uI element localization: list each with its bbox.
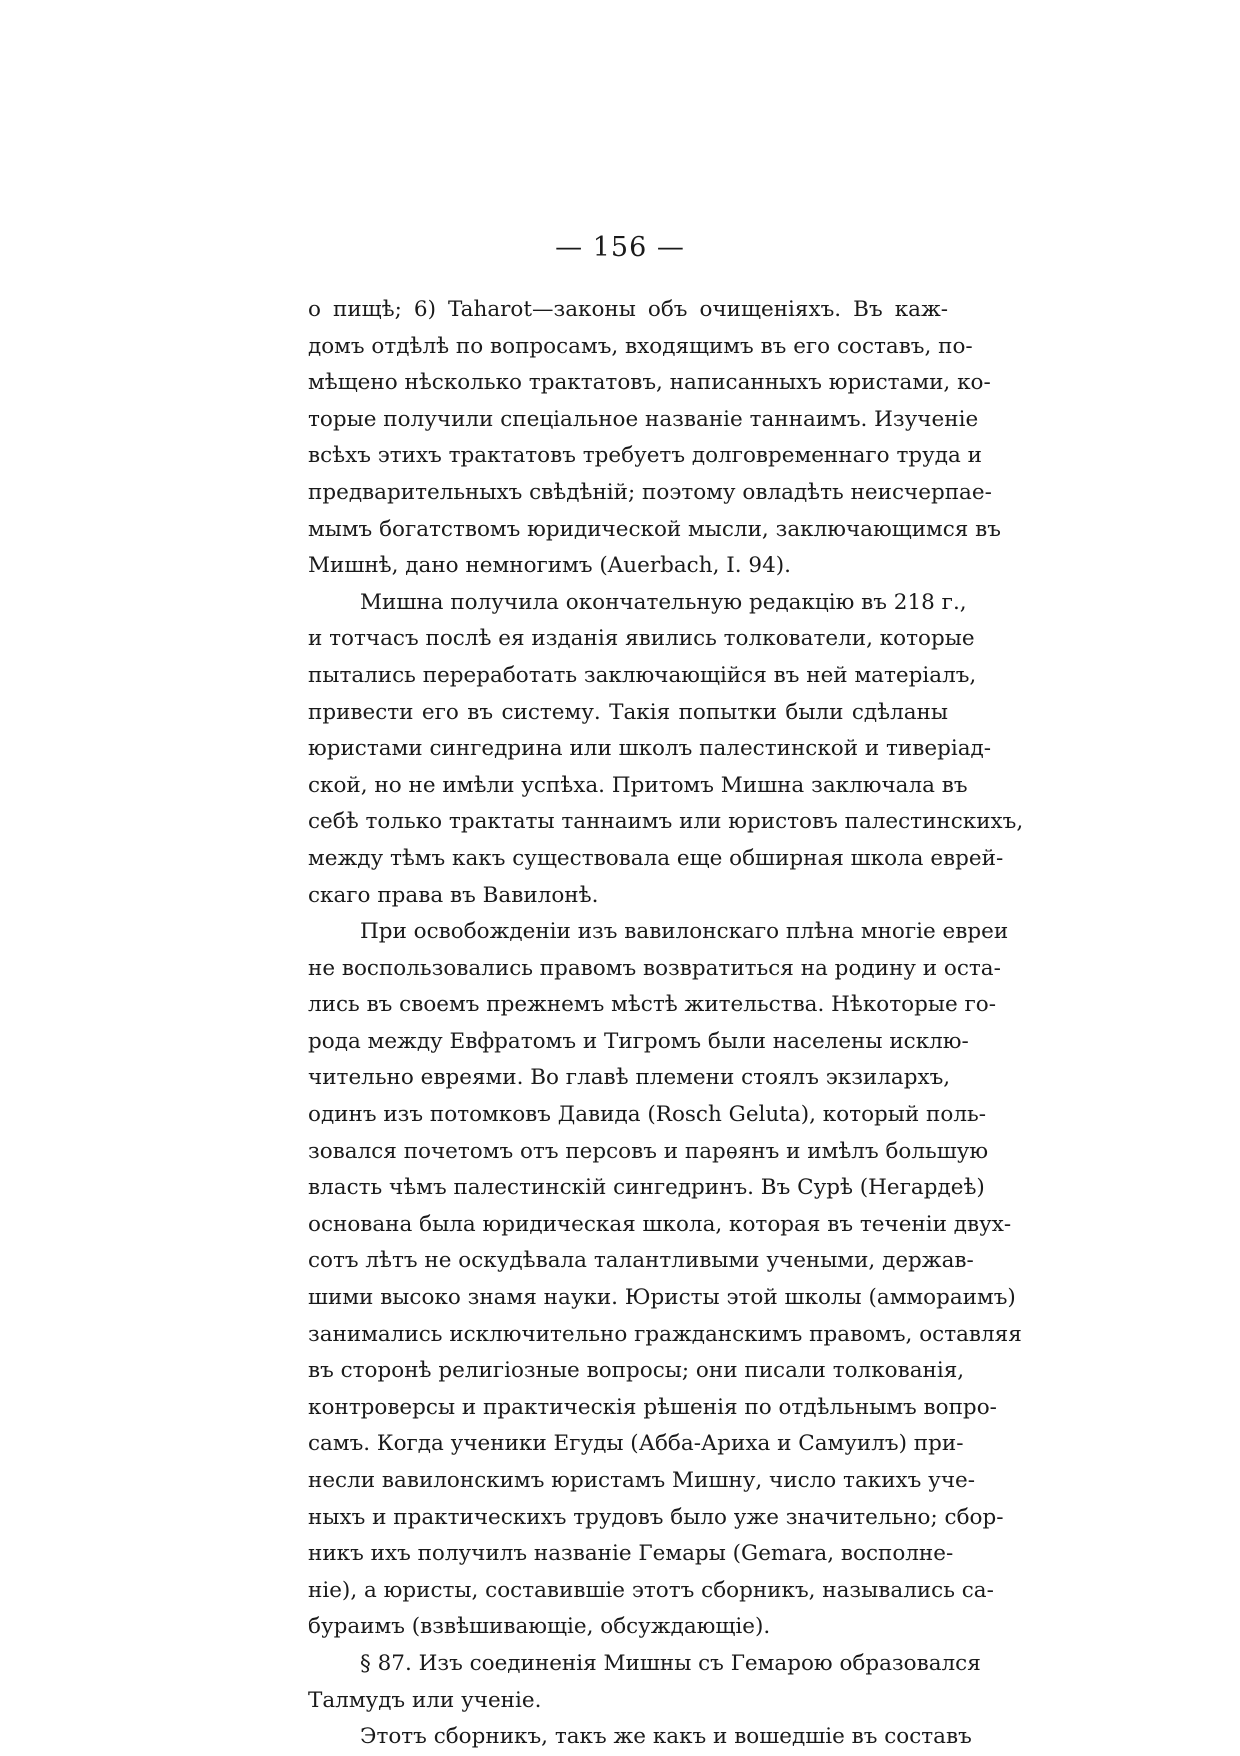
text-line: чительно евреями. Во главѣ племени стоялъ экзилархъ, bbox=[308, 1065, 951, 1091]
text-line: Этотъ сборникъ, такъ же какъ и вошедшіе въ составъ bbox=[360, 1724, 972, 1750]
text-line: въ сторонѣ религіозные вопросы; они писали толкованія, bbox=[308, 1358, 965, 1384]
text-line: скаго права въ Вавилонѣ. bbox=[308, 882, 599, 908]
text-line: При освобожденіи изъ вавилонскаго плѣна многіе евреи bbox=[360, 919, 1009, 945]
text-line: мымъ богатствомъ юридической мысли, заключающимся въ bbox=[308, 516, 1001, 542]
text-line: несли вавилонскимъ юристамъ Мишну, число такихъ уче- bbox=[308, 1468, 976, 1493]
text-line: предварительныхъ свѣдѣній; поэтому овладѣть неисчерпае- bbox=[308, 479, 992, 505]
text-line: юристами сингедрина или школъ палестинской и тиверіад- bbox=[308, 736, 992, 762]
text-line: Мишна получила окончательную редакцію въ 218 г., bbox=[360, 589, 967, 615]
text-line: одинъ изъ потомковъ Давида (Rosch Geluta), который поль- bbox=[308, 1102, 986, 1128]
text-line: занимались исключительно гражданскимъ правомъ, оставляя bbox=[308, 1321, 1022, 1347]
text-line: домъ отдѣлѣ по вопросамъ, входящимъ въ его составъ, по- bbox=[308, 333, 973, 359]
text-line: всѣхъ этихъ трактатовъ требуетъ долговременнаго труда и bbox=[308, 443, 982, 469]
text-line: рода между Евфратомъ и Тигромъ были населены исклю- bbox=[308, 1028, 969, 1054]
text-line: ныхъ и практическихъ трудовъ было уже значительно; сбор- bbox=[308, 1504, 1004, 1530]
text-line: не воспользовались правомъ возвратиться на родину и оста- bbox=[308, 955, 1001, 981]
text-line: ніе), а юристы, составившіе этотъ сборникъ, назывались са- bbox=[308, 1577, 994, 1603]
text-line: ской, но не имѣли успѣха. Притомъ Мишна заключала въ bbox=[308, 772, 968, 798]
text-line: самъ. Когда ученики Егуды (Абба-Ариха и Самуилъ) при- bbox=[308, 1431, 964, 1457]
text-line: контроверсы и практическія рѣшенія по отдѣльнымъ вопро- bbox=[308, 1394, 997, 1420]
text-line: лись въ своемъ прежнемъ мѣстѣ жительства. Нѣкоторые го- bbox=[308, 992, 996, 1018]
text-line: § 87. Изъ соединенія Мишны съ Гемарою образовался bbox=[360, 1650, 981, 1676]
text-line: шими высоко знамя науки. Юристы этой школы (аммораимъ) bbox=[308, 1285, 1016, 1311]
text-line: пытались переработать заключающійся въ ней матеріалъ, bbox=[308, 662, 977, 688]
text-line: сотъ лѣтъ не оскудѣвала талантливыми учеными, держав- bbox=[308, 1248, 974, 1274]
text-line: мѣщено нѣсколько трактатовъ, написанныхъ юристами, ко- bbox=[308, 370, 991, 396]
text-line: Мишнѣ, дано немногимъ (Auerbach, I. 94). bbox=[308, 553, 791, 579]
text-line: торые получили спеціальное названіе таннаимъ. Изученіе bbox=[308, 406, 979, 432]
text-line: себѣ только трактаты таннаимъ или юристовъ палестинскихъ, bbox=[308, 809, 1024, 835]
text-line: привести его въ систему. Такія попытки были сдѣланы bbox=[308, 699, 948, 725]
text-line: основана была юридическая школа, которая въ теченіи двух- bbox=[308, 1211, 1012, 1237]
text-line: власть чѣмъ палестинскій сингедринъ. Въ Сурѣ (Негардеѣ) bbox=[308, 1175, 985, 1201]
text-line: между тѣмъ какъ существовала еще обширная школа еврей- bbox=[308, 845, 1004, 871]
page-number: — 156 — bbox=[555, 232, 685, 263]
body-text bbox=[308, 292, 1024, 1756]
text-line: бураимъ (взвѣшивающіе, обсуждающіе). bbox=[308, 1614, 771, 1640]
text-line: зовался почетомъ отъ персовъ и парѳянъ и имѣлъ большую bbox=[308, 1138, 989, 1164]
text-line: и тотчасъ послѣ ея изданія явились толкователи, которые bbox=[308, 626, 975, 652]
text-line: никъ ихъ получилъ названіе Гемары (Gemara, восполне- bbox=[308, 1541, 954, 1567]
text-line: Талмудъ или ученіе. bbox=[308, 1687, 542, 1713]
text-line: о пищѣ; 6) Taharot—законы объ очищеніяхъ. Въ каж- bbox=[308, 297, 948, 322]
